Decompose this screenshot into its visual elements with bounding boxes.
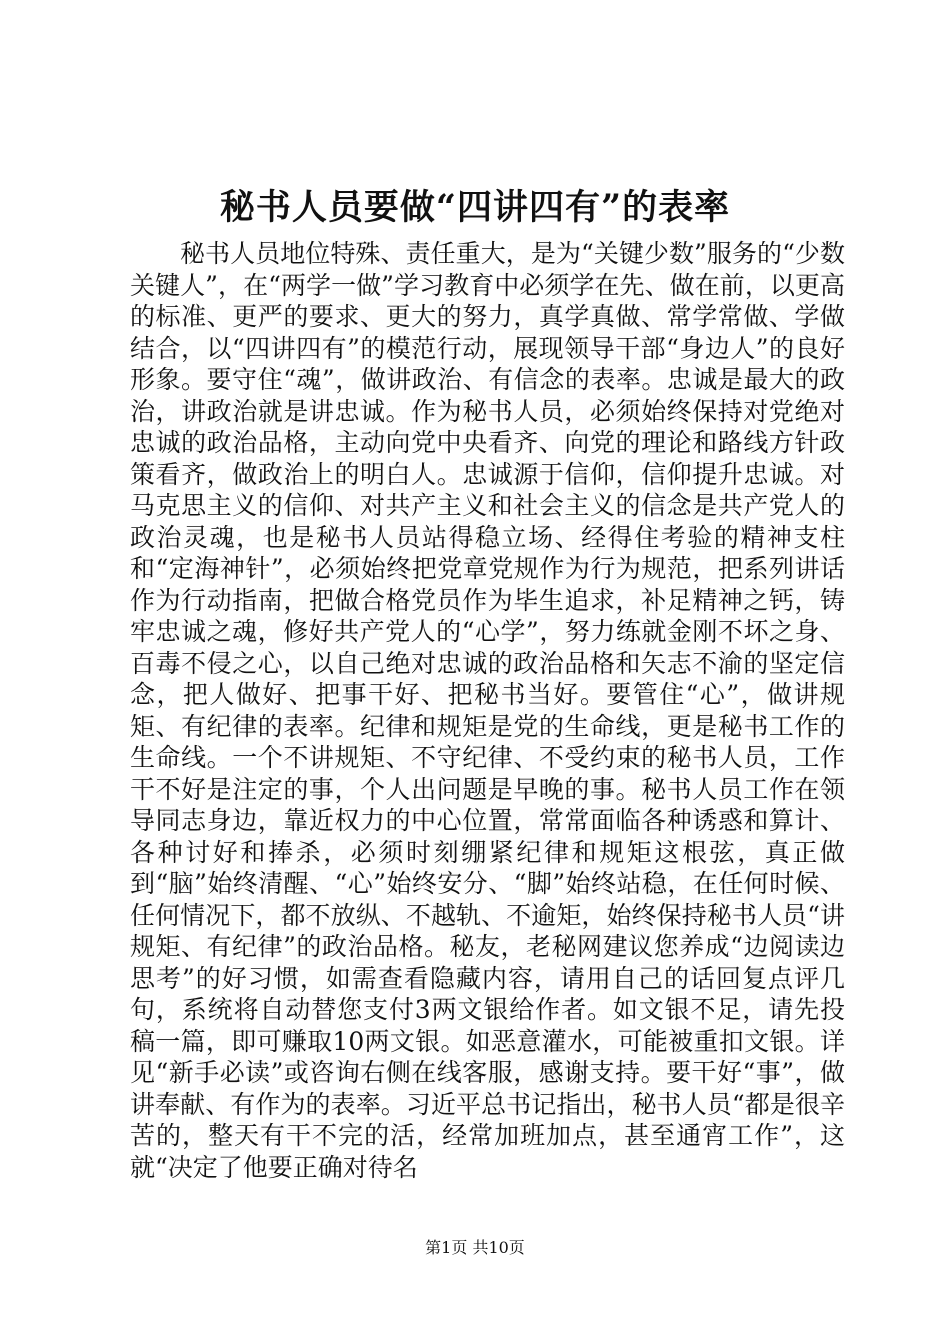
document-title: 秘书人员要做“四讲四有”的表率 <box>219 187 731 228</box>
document-body-paragraph: 秘书人员地位特殊、责任重大，是为“关键少数”服务的“少数关键人”，在“两学一做”学习教育中必须学在先、做在前，以更高的标准、更严的要求、更大的努力，真学真做、常学常做、学做结合，以“四讲四有”的模范行动，展现领导干部“身边人”的良好形象。要守住“魂”，做讲政治、有信念的表率。忠诚是最大的政治，讲政治就是讲忠诚。作为秘书人员，必须始终保持对党绝对忠诚的政治品格，主动向党中央看齐、向党的理论和路线方针政策看齐，做政治上的明白人。忠诚源于信仰，信仰提升忠诚。对马克思主义的信仰、对共产主义和社会主义的信念是共产党人的政治灵魂，也是秘书人员站得稳立场、经得住考验的精神支柱和“定海神针”，必须始终把党章党规作为行为规范，把系列讲话作为行动指南，把做合格党员作为毕生追求，补足精神之钙，铸牢忠诚之魂，修好共产党人的“心学”，努力练就金刚不坏之身、百毒不侵之心，以自己绝对忠诚的政治品格和矢志不渝的坚定信念，把人做好、把事干好、把秘书当好。要管住“心”，做讲规矩、有纪律的表率。纪律和规矩是党的生命线，更是秘书工作的生命线。一个不讲规矩、不守纪律、不受约束的秘书人员，工作干不好是注定的事，个人出问题是早晚的事。秘书人员工作在领导同志身边，靠近权力的中心位置，常常面临各种诱惑和算计、各种讨好和捧杀，必须时刻绷紧纪律和规矩这根弦，真正做到“脑”始终清醒、“心”始终安分、“脚”始终站稳，在任何时候、任何情况下，都不放纵、不越轨、不逾矩，始终保持秘书人员“讲规矩、有纪律”的政治品格。秘友，老秘网建议您养成“边阅读边思考”的好习惯，如需查看隐藏内容，请用自己的话回复点评几句，系统将自动替您支付3两文银给作者。如文银不足，请先投稿一篇，即可赚取10两文银。如恶意灌水，可能被重扣文银。详见“新手必读”或咨询右侧在线客服，感谢支持。要干好“事”，做讲奉献、有作为的表率。习近平总书记指出，秘书人员“都是很辛苦的，整天有干不完的活，经常加班加点，甚至通宵工作”，这就“决定了他要正确对待名 <box>130 239 845 1182</box>
page-number-footer: 第1页 共10页 <box>425 1238 525 1257</box>
